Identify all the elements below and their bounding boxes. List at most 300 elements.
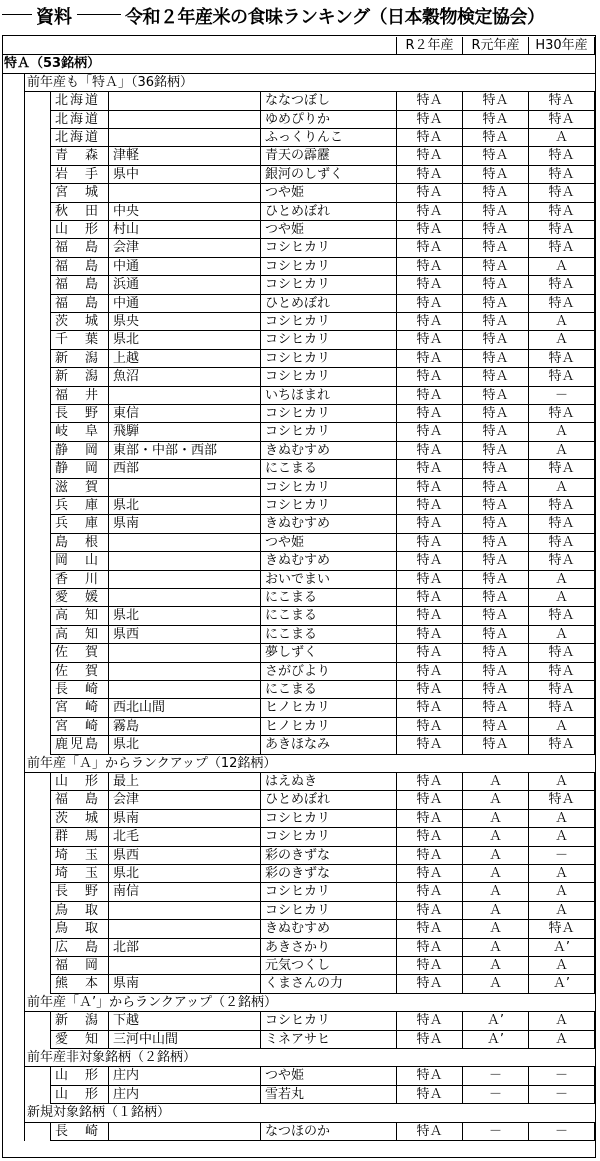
brand-cell: コシヒカリ	[260, 258, 396, 276]
rank-h30-cell: Ａ	[528, 331, 595, 349]
row-indent	[24, 828, 50, 846]
row-indent	[24, 184, 50, 202]
title-prefix: 資料	[36, 7, 72, 28]
row-indent	[24, 571, 50, 589]
section-title: 特Ａ（53銘柄）	[2, 55, 596, 73]
area-cell	[108, 589, 260, 607]
rank-h30-cell: 特Ａ	[528, 515, 595, 533]
brand-cell: 元気つくし	[260, 957, 396, 975]
area-cell	[108, 479, 260, 497]
rank-r2-cell: 特Ａ	[396, 828, 462, 846]
brand-cell: ヒノヒカリ	[260, 699, 396, 717]
rank-h30-cell: Ａ	[528, 258, 595, 276]
rank-h30-cell: 特Ａ	[528, 221, 595, 239]
row-indent	[24, 920, 50, 938]
rank-h30-cell: 特Ａ	[528, 791, 595, 809]
area-cell: 西部	[108, 460, 260, 478]
prefecture-cell: 長 野	[50, 405, 108, 423]
rank-h30-cell: Ａ	[528, 883, 595, 901]
rank-r1-cell: Ａ’	[462, 1031, 528, 1049]
brand-cell: はえぬき	[260, 773, 396, 791]
rank-r2-cell: 特Ａ	[396, 1067, 462, 1085]
brand-cell: つや姫	[260, 221, 396, 239]
rank-r1-cell: Ａ	[462, 920, 528, 938]
prefecture-cell: 山 形	[50, 221, 108, 239]
rank-r1-cell: Ａ	[462, 847, 528, 865]
prefecture-cell: 高 知	[50, 626, 108, 644]
area-cell: 浜通	[108, 276, 260, 294]
rank-h30-cell: Ａ	[528, 313, 595, 331]
table-row	[0, 423, 600, 441]
rank-r2-cell: 特Ａ	[396, 442, 462, 460]
prefecture-cell: 千 葉	[50, 331, 108, 349]
prefecture-cell: 広 島	[50, 939, 108, 957]
area-cell: 県西	[108, 626, 260, 644]
area-cell	[108, 534, 260, 552]
prefecture-cell: 鳥 取	[50, 920, 108, 938]
area-cell: 三河中山間	[108, 1031, 260, 1049]
table-row	[0, 239, 600, 257]
prefecture-cell: 福 島	[50, 258, 108, 276]
area-cell: 村山	[108, 221, 260, 239]
rank-r1-cell: 特Ａ	[462, 552, 528, 570]
rank-r2-cell: 特Ａ	[396, 644, 462, 662]
group-label: 新規対象銘柄（１銘柄）	[24, 1104, 596, 1122]
rank-r1-cell: 特Ａ	[462, 644, 528, 662]
prefecture-cell: 山 形	[50, 773, 108, 791]
table-row	[0, 331, 600, 349]
rank-r2-cell: 特Ａ	[396, 258, 462, 276]
area-cell: 県北	[108, 331, 260, 349]
rank-r2-cell: 特Ａ	[396, 865, 462, 883]
group-heading	[0, 994, 600, 1012]
table-row	[0, 295, 600, 313]
row-indent	[24, 883, 50, 901]
group-indent	[2, 755, 24, 773]
prefecture-cell: 秋 田	[50, 203, 108, 221]
rank-r2-cell: 特Ａ	[396, 460, 462, 478]
row-indent	[24, 791, 50, 809]
row-indent	[24, 129, 50, 147]
rank-h30-cell: －	[528, 1086, 595, 1104]
rank-h30-cell: Ａ	[528, 1031, 595, 1049]
rank-r2-cell: 特Ａ	[396, 350, 462, 368]
rank-h30-cell: Ａ	[528, 865, 595, 883]
prefecture-cell: 新 潟	[50, 350, 108, 368]
table-row	[0, 957, 600, 975]
prefecture-cell: 新 潟	[50, 368, 108, 386]
rank-r2-cell: 特Ａ	[396, 295, 462, 313]
rank-h30-cell: －	[528, 1123, 595, 1141]
rank-h30-cell: Ａ	[528, 479, 595, 497]
rank-h30-cell: 特Ａ	[528, 699, 595, 717]
prefecture-cell: 福 島	[50, 295, 108, 313]
area-cell: 西北山間	[108, 699, 260, 717]
brand-cell: にこまる	[260, 626, 396, 644]
rank-h30-cell: Ａ	[528, 773, 595, 791]
brand-cell: あきさかり	[260, 939, 396, 957]
rank-h30-cell: Ａ	[528, 718, 595, 736]
column-header: R２年産	[396, 37, 462, 55]
area-cell: 県西	[108, 847, 260, 865]
rank-h30-cell: Ａ	[528, 828, 595, 846]
brand-cell: ゆめぴりか	[260, 111, 396, 129]
rank-r1-cell: Ａ	[462, 810, 528, 828]
row-indent	[24, 92, 50, 110]
area-cell	[108, 552, 260, 570]
area-cell: 津軽	[108, 147, 260, 165]
rank-r1-cell: 特Ａ	[462, 515, 528, 533]
table-row	[0, 479, 600, 497]
rank-r1-cell: 特Ａ	[462, 129, 528, 147]
table-row	[0, 387, 600, 405]
table-row	[0, 699, 600, 717]
brand-cell: きぬむすめ	[260, 552, 396, 570]
prefecture-cell: 茨 城	[50, 810, 108, 828]
rank-r1-cell: Ａ	[462, 791, 528, 809]
rank-h30-cell: 特Ａ	[528, 405, 595, 423]
rank-r1-cell: 特Ａ	[462, 295, 528, 313]
row-indent	[24, 331, 50, 349]
table-row	[0, 939, 600, 957]
rank-r1-cell: Ａ	[462, 902, 528, 920]
rank-r1-cell: 特Ａ	[462, 460, 528, 478]
group-heading	[0, 74, 600, 92]
rank-r1-cell: 特Ａ	[462, 92, 528, 110]
area-cell: 県北	[108, 497, 260, 515]
brand-cell: 彩のきずな	[260, 865, 396, 883]
rank-r1-cell: 特Ａ	[462, 681, 528, 699]
rank-r1-cell: 特Ａ	[462, 699, 528, 717]
area-cell	[108, 571, 260, 589]
row-indent	[24, 607, 50, 625]
area-cell	[108, 902, 260, 920]
table-row	[0, 865, 600, 883]
rank-r2-cell: 特Ａ	[396, 184, 462, 202]
rank-r1-cell: 特Ａ	[462, 203, 528, 221]
group-indent	[2, 994, 24, 1012]
rank-r2-cell: 特Ａ	[396, 166, 462, 184]
rank-h30-cell: 特Ａ	[528, 552, 595, 570]
brand-cell: 夢しずく	[260, 644, 396, 662]
table-row	[0, 497, 600, 515]
prefecture-cell: 北海道	[50, 111, 108, 129]
brand-cell: ふっくりんこ	[260, 129, 396, 147]
prefecture-cell: 滋 賀	[50, 479, 108, 497]
area-cell: 県北	[108, 865, 260, 883]
area-cell	[108, 681, 260, 699]
prefecture-cell: 愛 知	[50, 1031, 108, 1049]
rank-r2-cell: 特Ａ	[396, 607, 462, 625]
table-row	[0, 607, 600, 625]
rank-r2-cell: 特Ａ	[396, 626, 462, 644]
group-label: 前年産「Ａ」からランクアップ（12銘柄）	[24, 755, 596, 773]
brand-cell: 雪若丸	[260, 1086, 396, 1104]
prefecture-cell: 宮 城	[50, 184, 108, 202]
table-row	[0, 92, 600, 110]
table-row	[0, 810, 600, 828]
rank-r2-cell: 特Ａ	[396, 920, 462, 938]
prefecture-cell: 静 岡	[50, 442, 108, 460]
brand-cell: くまさんの力	[260, 975, 396, 993]
brand-cell: 銀河のしずく	[260, 166, 396, 184]
area-cell	[108, 184, 260, 202]
prefecture-cell: 宮 崎	[50, 699, 108, 717]
area-cell: 中通	[108, 295, 260, 313]
brand-cell: ひとめぼれ	[260, 203, 396, 221]
rank-h30-cell: Ａ’	[528, 975, 595, 993]
area-cell: 県央	[108, 313, 260, 331]
rank-r1-cell: 特Ａ	[462, 607, 528, 625]
rank-r2-cell: 特Ａ	[396, 515, 462, 533]
table-row	[0, 184, 600, 202]
rank-h30-cell: 特Ａ	[528, 736, 595, 754]
table-row	[0, 405, 600, 423]
brand-cell: コシヒカリ	[260, 405, 396, 423]
rank-r1-cell: 特Ａ	[462, 258, 528, 276]
table-row	[0, 791, 600, 809]
row-indent	[24, 258, 50, 276]
group-label: 前年産非対象銘柄（２銘柄）	[24, 1049, 596, 1067]
row-indent	[24, 276, 50, 294]
rank-r1-cell: 特Ａ	[462, 313, 528, 331]
area-cell: 県北	[108, 736, 260, 754]
rank-h30-cell: Ａ	[528, 957, 595, 975]
table-row	[0, 460, 600, 478]
prefecture-cell: 埼 玉	[50, 865, 108, 883]
row-indent	[24, 387, 50, 405]
group-indent	[2, 74, 24, 92]
area-cell: 中通	[108, 258, 260, 276]
rank-r1-cell: Ａ	[462, 865, 528, 883]
rank-r2-cell: 特Ａ	[396, 1086, 462, 1104]
brand-cell: コシヒカリ	[260, 497, 396, 515]
table-row	[0, 368, 600, 386]
prefecture-cell: 兵 庫	[50, 497, 108, 515]
row-indent	[24, 736, 50, 754]
row-indent	[24, 295, 50, 313]
row-indent	[24, 479, 50, 497]
prefecture-cell: 福 岡	[50, 957, 108, 975]
brand-cell: コシヒカリ	[260, 810, 396, 828]
prefecture-cell: 福 島	[50, 239, 108, 257]
table-row	[0, 258, 600, 276]
table-row	[0, 644, 600, 662]
table-row	[0, 681, 600, 699]
table-row	[0, 221, 600, 239]
rank-r2-cell: 特Ａ	[396, 203, 462, 221]
brand-cell: 彩のきずな	[260, 847, 396, 865]
rank-r2-cell: 特Ａ	[396, 387, 462, 405]
area-cell: 庄内	[108, 1086, 260, 1104]
table-row	[0, 276, 600, 294]
rank-r2-cell: 特Ａ	[396, 405, 462, 423]
row-indent	[24, 460, 50, 478]
row-indent	[24, 1067, 50, 1085]
rank-r2-cell: 特Ａ	[396, 276, 462, 294]
rank-r1-cell: 特Ａ	[462, 221, 528, 239]
document-title	[0, 0, 600, 30]
table-row	[0, 313, 600, 331]
header-blank	[2, 37, 396, 55]
rank-r1-cell: 特Ａ	[462, 736, 528, 754]
brand-cell: さがびより	[260, 663, 396, 681]
rank-h30-cell: 特Ａ	[528, 92, 595, 110]
rank-r2-cell: 特Ａ	[396, 847, 462, 865]
table-row	[0, 975, 600, 993]
brand-cell: コシヒカリ	[260, 368, 396, 386]
brand-cell: きぬむすめ	[260, 515, 396, 533]
rank-h30-cell: Ａ	[528, 423, 595, 441]
table-row	[0, 1123, 600, 1141]
row-indent	[24, 865, 50, 883]
brand-cell: つや姫	[260, 534, 396, 552]
area-cell	[108, 129, 260, 147]
rank-h30-cell: 特Ａ	[528, 184, 595, 202]
row-indent	[24, 313, 50, 331]
area-cell: 会津	[108, 239, 260, 257]
table-row	[0, 847, 600, 865]
prefecture-cell: 福 島	[50, 276, 108, 294]
rank-h30-cell: Ａ	[528, 810, 595, 828]
rank-r2-cell: 特Ａ	[396, 736, 462, 754]
group-label: 前年産も「特Ａ」（36銘柄）	[24, 74, 596, 92]
area-cell: 東信	[108, 405, 260, 423]
area-cell: 県北	[108, 607, 260, 625]
title-text: 令和２年産米の食味ランキング（日本穀物検定協会）	[125, 7, 545, 28]
prefecture-cell: 埼 玉	[50, 847, 108, 865]
row-indent	[24, 368, 50, 386]
rank-h30-cell: 特Ａ	[528, 607, 595, 625]
area-cell: 中央	[108, 203, 260, 221]
prefecture-cell: 香 川	[50, 571, 108, 589]
table-row	[0, 773, 600, 791]
area-cell	[108, 663, 260, 681]
rank-r2-cell: 特Ａ	[396, 975, 462, 993]
rank-r2-cell: 特Ａ	[396, 331, 462, 349]
column-header: R元年産	[462, 37, 528, 55]
rank-r1-cell: 特Ａ	[462, 718, 528, 736]
area-cell: 魚沼	[108, 368, 260, 386]
area-cell	[108, 92, 260, 110]
rank-h30-cell: 特Ａ	[528, 295, 595, 313]
row-indent	[24, 699, 50, 717]
prefecture-cell: 兵 庫	[50, 515, 108, 533]
table-row	[0, 883, 600, 901]
rank-h30-cell: 特Ａ	[528, 203, 595, 221]
row-indent	[24, 1123, 50, 1141]
brand-cell: 青天の霹靂	[260, 147, 396, 165]
table-row	[0, 1067, 600, 1085]
rank-h30-cell: 特Ａ	[528, 368, 595, 386]
row-indent	[24, 442, 50, 460]
table-row	[0, 589, 600, 607]
table-row	[0, 552, 600, 570]
table-row	[0, 147, 600, 165]
prefecture-cell: 群 馬	[50, 828, 108, 846]
rank-r1-cell: Ａ	[462, 773, 528, 791]
brand-cell: コシヒカリ	[260, 239, 396, 257]
group-indent	[2, 1049, 24, 1067]
prefecture-cell: 岡 山	[50, 552, 108, 570]
rank-r2-cell: 特Ａ	[396, 1012, 462, 1030]
area-cell	[108, 957, 260, 975]
area-cell: 北毛	[108, 828, 260, 846]
rank-r2-cell: 特Ａ	[396, 571, 462, 589]
row-indent	[24, 1031, 50, 1049]
area-cell: 県南	[108, 515, 260, 533]
brand-cell: にこまる	[260, 681, 396, 699]
rank-h30-cell: Ａ	[528, 1012, 595, 1030]
brand-cell: コシヒカリ	[260, 423, 396, 441]
rank-r2-cell: 特Ａ	[396, 92, 462, 110]
header-row	[0, 37, 600, 55]
brand-cell: あきほなみ	[260, 736, 396, 754]
row-indent	[24, 423, 50, 441]
area-cell	[108, 387, 260, 405]
rank-r1-cell: －	[462, 1123, 528, 1141]
rank-h30-cell: Ａ	[528, 571, 595, 589]
table-row	[0, 166, 600, 184]
brand-cell: おいでまい	[260, 571, 396, 589]
rank-r1-cell: Ａ	[462, 939, 528, 957]
rank-r1-cell: Ａ’	[462, 1012, 528, 1030]
brand-cell: きぬむすめ	[260, 442, 396, 460]
prefecture-cell: 福 井	[50, 387, 108, 405]
rank-r1-cell: 特Ａ	[462, 111, 528, 129]
row-indent	[24, 405, 50, 423]
row-indent	[24, 552, 50, 570]
rank-h30-cell: －	[528, 387, 595, 405]
rank-h30-cell: 特Ａ	[528, 460, 595, 478]
brand-cell: コシヒカリ	[260, 828, 396, 846]
rank-h30-cell: 特Ａ	[528, 644, 595, 662]
rank-r2-cell: 特Ａ	[396, 313, 462, 331]
rank-r2-cell: 特Ａ	[396, 129, 462, 147]
table-row	[0, 736, 600, 754]
rank-r1-cell: 特Ａ	[462, 534, 528, 552]
row-indent	[24, 350, 50, 368]
table-row	[0, 129, 600, 147]
brand-cell: にこまる	[260, 589, 396, 607]
title-dash-left	[2, 14, 32, 15]
brand-cell: ひとめぼれ	[260, 791, 396, 809]
row-indent	[24, 534, 50, 552]
rank-r1-cell: 特Ａ	[462, 276, 528, 294]
rank-h30-cell: Ａ’	[528, 939, 595, 957]
rank-r1-cell: 特Ａ	[462, 663, 528, 681]
group-indent	[2, 1104, 24, 1122]
row-indent	[24, 1012, 50, 1030]
rank-h30-cell: 特Ａ	[528, 147, 595, 165]
prefecture-cell: 長 崎	[50, 1123, 108, 1141]
section-heading	[0, 55, 600, 73]
rank-r2-cell: 特Ａ	[396, 1123, 462, 1141]
rank-r1-cell: 特Ａ	[462, 166, 528, 184]
brand-cell: なつほのか	[260, 1123, 396, 1141]
rank-r1-cell: 特Ａ	[462, 184, 528, 202]
row-indent	[24, 663, 50, 681]
table-row	[0, 828, 600, 846]
rank-h30-cell: 特Ａ	[528, 497, 595, 515]
row-indent	[24, 681, 50, 699]
row-indent	[24, 957, 50, 975]
rank-r2-cell: 特Ａ	[396, 368, 462, 386]
rank-r2-cell: 特Ａ	[396, 534, 462, 552]
rank-r2-cell: 特Ａ	[396, 773, 462, 791]
rank-h30-cell: 特Ａ	[528, 239, 595, 257]
brand-cell: コシヒカリ	[260, 331, 396, 349]
